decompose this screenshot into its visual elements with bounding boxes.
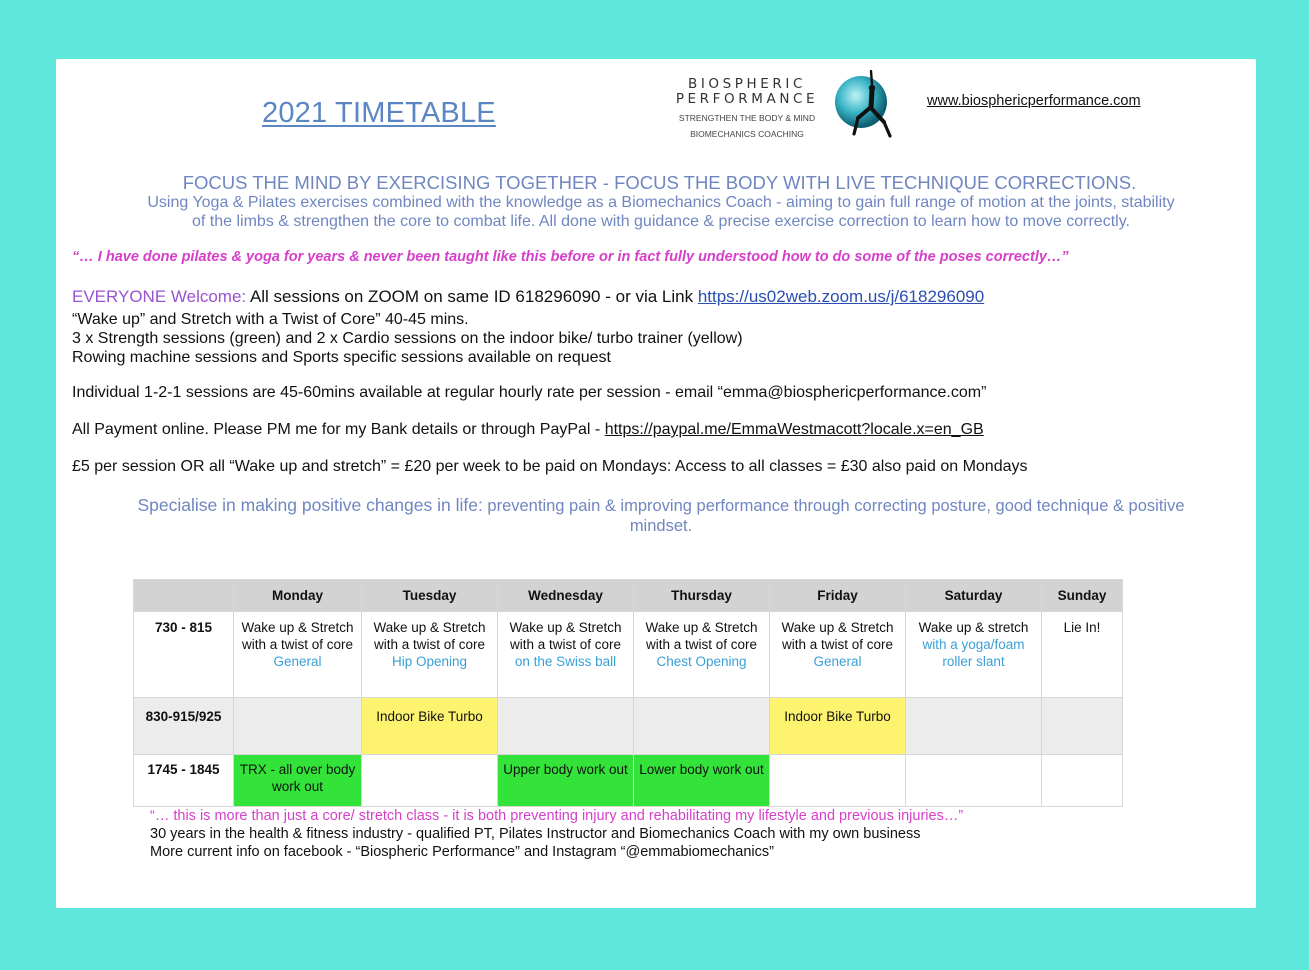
time-slot: 730 - 815 (134, 612, 234, 698)
footer-line-1: 30 years in the health & fitness industry - qualified PT, Pilates Instructor and Biomechanics Coach with my own business (150, 826, 921, 842)
time-slot: 1745 - 1845 (134, 755, 234, 807)
page-title: 2021 TIMETABLE (262, 97, 496, 129)
day-header-monday: Monday (234, 580, 362, 612)
session-line-1: “Wake up” and Stretch with a Twist of Core” 40-45 mins. (72, 311, 469, 328)
table-row (134, 698, 1123, 755)
session-focus: General (813, 654, 862, 669)
table-row (134, 755, 1123, 807)
welcome-label: EVERYONE Welcome: (72, 287, 247, 306)
website-link[interactable]: www.biosphericperformance.com (927, 93, 1141, 109)
paypal-link[interactable]: https://paypal.me/EmmaWestmacott?locale.x=en_GB (604, 421, 984, 438)
session-line-3: Rowing machine sessions and Sports specific sessions available on request (72, 349, 611, 366)
session-cell (1042, 612, 1123, 698)
logo-tagline-1: STRENGTHEN THE BODY & MIND (678, 113, 816, 123)
timetable (133, 579, 1123, 807)
session-cell (770, 755, 906, 807)
zoom-info (72, 287, 984, 307)
intro-line-1: Using Yoga & Pilates exercises combined with the knowledge as a Biomechanics Coach - aiming to gain full range of motion at the joints, stability (147, 194, 1175, 211)
specialise-rest: preventing pain & improving performance through correcting posture, good technique & positive (482, 497, 1185, 515)
session-line-2: 3 x Strength sessions (green) and 2 x Cardio sessions on the indoor bike/ turbo trainer (yellow) (72, 330, 743, 347)
session-name: Wake up & Stretch with a twist of core (373, 620, 486, 652)
session-focus: Hip Opening (391, 654, 468, 669)
session-cell (906, 755, 1042, 807)
logo (652, 77, 842, 139)
session-focus: on the Swiss ball (514, 654, 617, 669)
logo-name-line2: PERFORMANCE (675, 91, 819, 107)
session-cell (1042, 698, 1123, 755)
yoga-pose-icon (834, 70, 897, 138)
specialise-lead: Specialise in making positive changes in life: (137, 495, 483, 515)
table-row (134, 612, 1123, 698)
specialise-line-2: mindset. (629, 517, 693, 535)
session-cell (634, 698, 770, 755)
payment-info (72, 421, 984, 439)
session-focus: Chest Opening (656, 654, 747, 669)
day-header-wednesday: Wednesday (498, 580, 634, 612)
footer-quote: “… this is more than just a core/ stretch class - it is both preventing injury and rehabilitating my lifestyle and previous injuries…” (150, 808, 964, 824)
cardio-session-cell: Indoor Bike Turbo (770, 698, 906, 755)
specialise-text (76, 495, 1246, 536)
session-cell (234, 612, 362, 698)
session-info (72, 310, 743, 367)
session-focus: with a yoga/foam roller slant (922, 637, 1025, 669)
pricing-info: £5 per session OR all “Wake up and stretch” = £20 per week to be paid on Mondays: Access to all classes = £30 also paid on Mondays (72, 458, 1028, 475)
session-name: Wake up & Stretch with a twist of core (241, 620, 354, 652)
footer-line-2: More current info on facebook - “Biospheric Performance” and Instagram “@emmabiomechanics” (150, 843, 774, 860)
time-column-header (134, 580, 234, 612)
timetable-header-row (134, 580, 1123, 612)
payment-text: All Payment online. Please PM me for my Bank details or through PayPal - (72, 421, 605, 438)
session-cell (498, 612, 634, 698)
strength-session-cell: TRX - all over body work out (234, 755, 362, 807)
session-cell (498, 698, 634, 755)
session-name: Wake up & Stretch with a twist of core (509, 620, 622, 652)
session-cell (362, 755, 498, 807)
session-cell (234, 698, 362, 755)
intro-line-2: of the limbs & strengthen the core to combat life. All done with guidance & precise exercise correction to learn how to move correctly. (192, 213, 1130, 230)
session-cell (770, 612, 906, 698)
logo-name-line1: BIOSPHERIC (687, 76, 807, 92)
timetable-page (56, 59, 1256, 908)
session-name: Wake up & stretch (918, 620, 1029, 635)
session-name: Wake up & Stretch with a twist of core (645, 620, 758, 652)
session-cell (1042, 755, 1123, 807)
intro-text (76, 193, 1246, 231)
zoom-text: All sessions on ZOOM on same ID 618296090 - or via Link (246, 287, 698, 306)
time-slot: 830-915/925 (134, 698, 234, 755)
session-cell (906, 698, 1042, 755)
footer-info (150, 826, 921, 861)
day-header-friday: Friday (770, 580, 906, 612)
strength-session-cell: Lower body work out (634, 755, 770, 807)
zoom-link[interactable]: https://us02web.zoom.us/j/618296090 (697, 287, 985, 306)
day-header-sunday: Sunday (1042, 580, 1123, 612)
session-focus: General (273, 654, 322, 669)
cardio-session-cell: Indoor Bike Turbo (362, 698, 498, 755)
day-header-saturday: Saturday (906, 580, 1042, 612)
session-cell (362, 612, 498, 698)
strength-session-cell: Upper body work out (498, 755, 634, 807)
session-cell (634, 612, 770, 698)
logo-tagline-2: BIOMECHANICS COACHING (690, 129, 804, 139)
testimonial-quote: “… I have done pilates & yoga for years & never been taught like this before or in fact fully understood how to do some of the poses correctly…” (72, 249, 1069, 265)
day-header-thursday: Thursday (634, 580, 770, 612)
individual-sessions: Individual 1-2-1 sessions are 45-60mins available at regular hourly rate per session - email “emma@biosphericperformance.com” (72, 384, 987, 401)
day-header-tuesday: Tuesday (362, 580, 498, 612)
session-cell (906, 612, 1042, 698)
session-name: Lie In! (1063, 620, 1101, 635)
focus-heading: FOCUS THE MIND BY EXERCISING TOGETHER - FOCUS THE BODY WITH LIVE TECHNIQUE CORRECTIONS. (182, 172, 1137, 193)
session-name: Wake up & Stretch with a twist of core (781, 620, 894, 652)
